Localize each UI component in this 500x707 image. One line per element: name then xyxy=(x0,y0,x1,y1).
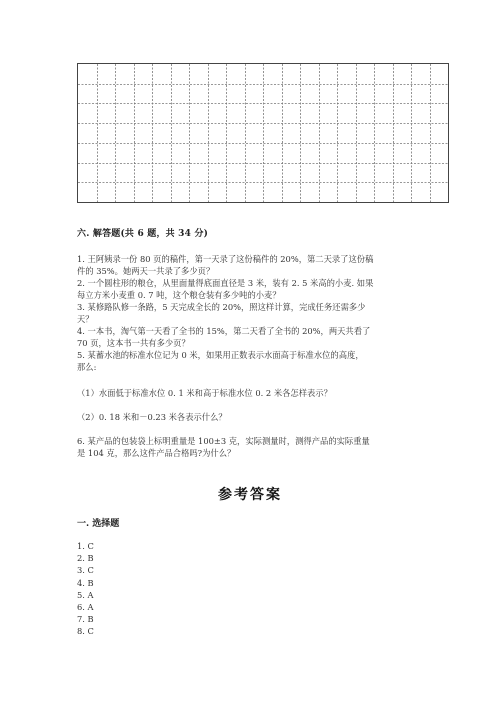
answer-key-title: 参考答案 xyxy=(218,487,282,503)
question-4-line-1: 4. 一本书，淘气第一天看了全书的 15%，第二天看了全书的 20%，两天共看了 xyxy=(77,326,371,336)
question-3-line-1: 3. 某修路队修一条路，5 天完成全长的 20%，照这样计算，完成任务还需多少 xyxy=(77,302,366,312)
answer-item: 8. C xyxy=(77,626,94,637)
question-3-line-2: 天？ xyxy=(77,314,94,324)
question-list xyxy=(77,253,417,459)
answer-item: 5. A xyxy=(77,589,94,600)
question-5-sub-2: （2）0. 18 米和－0.23 米各表示什么？ xyxy=(77,412,227,422)
question-6-line-1: 6. 某产品的包装袋上标明重量是 100±3 克，实际测量时，测得产品的实际重量 xyxy=(77,436,370,446)
question-2-line-1: 2. 一个圆柱形的粮仓，从里面量得底面直径是 3 米，装有 2. 5 米高的小麦. 如果 xyxy=(77,278,374,288)
question-6-line-2: 是 104 克，那么这件产品合格吗?为什么？ xyxy=(77,448,236,458)
answer-list xyxy=(77,540,94,638)
answer-item: 6. A xyxy=(77,602,94,613)
question-5-line-1: 5. 某蓄水池的标准水位记为 0 米，如果用正数表示水面高于标准水位的高度， xyxy=(77,350,364,360)
writing-grid xyxy=(77,63,449,203)
question-1-line-1: 1. 王阿姨录一份 80 页的稿件，第一天录了这份稿件的 20%，第二天录了这份稿 xyxy=(77,254,374,264)
answer-item: 3. C xyxy=(77,565,94,576)
question-1-line-2: 件的 35%。她两天一共录了多少页？ xyxy=(77,266,215,276)
answer-section-title: 一. 选择题 xyxy=(77,519,120,529)
answer-item: 4. B xyxy=(77,577,94,588)
answer-item: 7. B xyxy=(77,614,94,625)
question-5-line-2: 那么: xyxy=(77,362,97,372)
question-5-sub-1: （1）水面低于标准水位 0. 1 米和高于标准水位 0. 2 米各怎样表示？ xyxy=(77,388,332,398)
question-4-line-2: 70 页，这本书一共有多少页？ xyxy=(77,338,190,348)
answer-item: 2. B xyxy=(77,553,94,564)
writing-grid-lines xyxy=(78,64,448,202)
section-six-title: 六. 解答题(共 6 题，共 34 分) xyxy=(77,229,209,239)
question-2-line-2: 每立方米小麦重 0. 7 吨，这个粮仓装有多少吨的小麦？ xyxy=(77,290,281,300)
answer-item: 1. C xyxy=(77,541,94,551)
